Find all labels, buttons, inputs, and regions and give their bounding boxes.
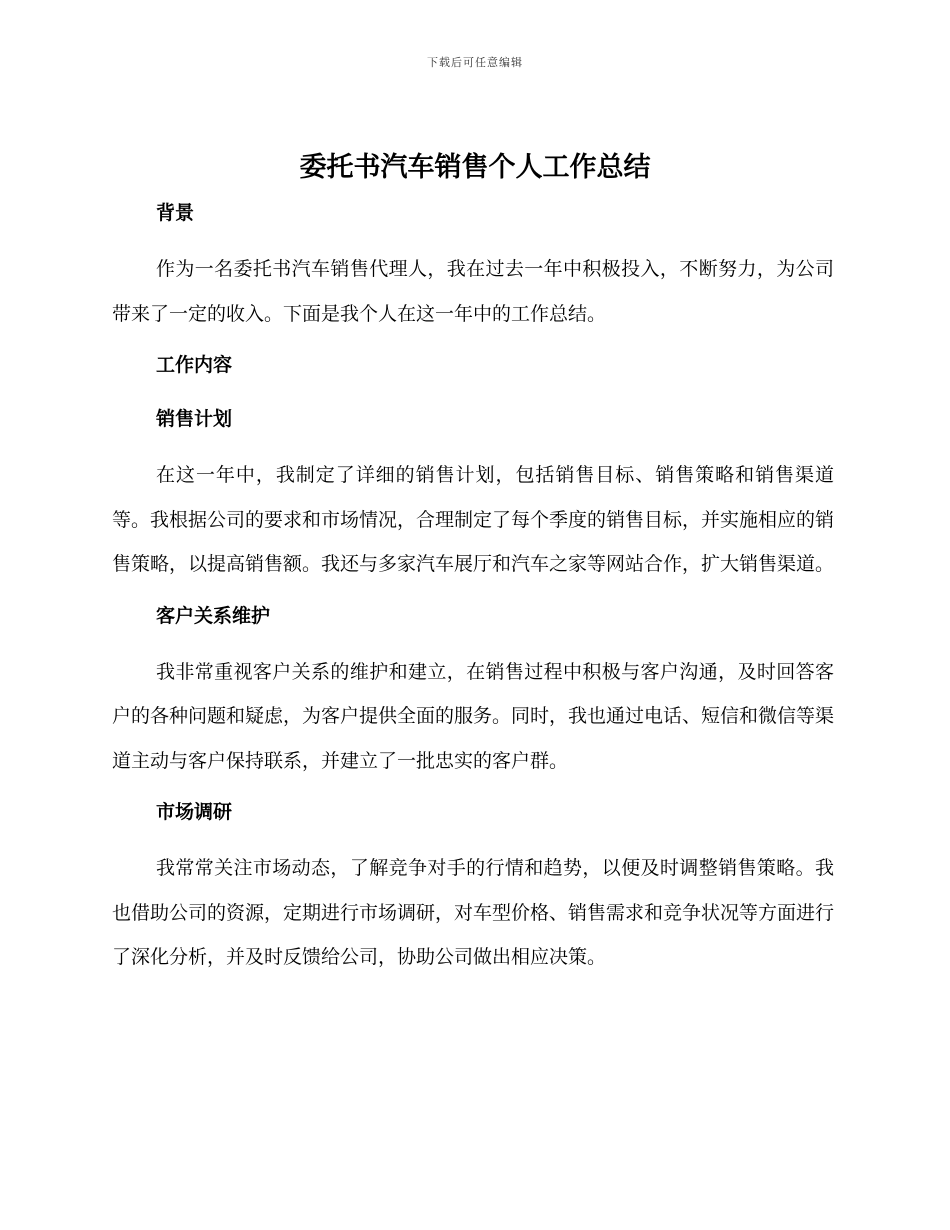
document-title: 委托书汽车销售个人工作总结 [299,152,651,183]
paragraph-customer-relations: 我非常重视客户关系的维护和建立，在销售过程中积极与客户沟通，及时回答客户的各种问题和疑虑，为客户提供全面的服务。同时，我也通过电话、短信和微信等渠道主动与客户保持联系，并建立了一批忠实的客户群。 [112,660,835,772]
section-heading-work-content: 工作内容 [156,354,233,376]
document-body [112,196,834,980]
page-header-note: 下载后可任意编辑 [427,56,523,69]
section-heading-sales-plan: 销售计划 [156,408,233,430]
section-heading-market-research: 市场调研 [156,801,233,823]
section-heading-background: 背景 [156,202,195,224]
section-heading-customer-relations: 客户关系维护 [156,604,271,627]
paragraph-sales-plan: 在这一年中，我制定了详细的销售计划，包括销售目标、销售策略和销售渠道等。我根据公司的要求和市场情况，合理制定了每个季度的销售目标，并实施相应的销售策略，以提高销售额。我还与多家汽车展厅和汽车之家等网站合作，扩大销售渠道。 [112,464,835,575]
paragraph-market-research: 我常常关注市场动态，了解竞争对手的行情和趋势，以便及时调整销售策略。我也借助公司的资源，定期进行市场调研，对车型价格、销售需求和竞争状况等方面进行了深化分析，并及时反馈给公司，协助公司做出相应决策。 [112,857,835,968]
paragraph-background: 作为一名委托书汽车销售代理人，我在过去一年中积极投入，不断努力，为公司带来了一定的收入。下面是我个人在这一年中的工作总结。 [112,258,834,325]
